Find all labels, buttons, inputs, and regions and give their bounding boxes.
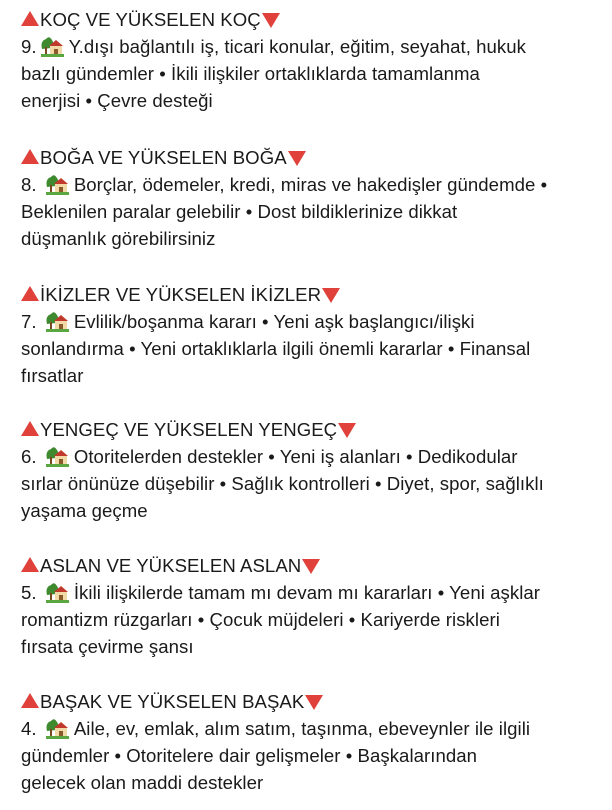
house-number: 9. <box>21 36 37 57</box>
sign-title: BOĞA VE YÜKSELEN BOĞA <box>40 147 287 168</box>
sign-heading <box>21 416 601 443</box>
sign-line <box>21 308 601 335</box>
sign-text: Evlilik/boşanma kararı • Yeni aşk başlangıcı/ilişki <box>73 311 475 332</box>
house-with-garden-icon <box>44 445 70 467</box>
house-number: 6. <box>21 446 37 467</box>
sign-line: sonlandırma • Yeni ortaklıklarla ilgili önemli kararlar • Finansal <box>21 338 531 359</box>
sign-line <box>21 33 601 60</box>
sign-line: yaşama geçme <box>21 500 148 521</box>
sign-title: YENGEÇ VE YÜKSELEN YENGEÇ <box>40 419 338 440</box>
sign-line <box>21 171 601 198</box>
sign-line <box>21 443 601 470</box>
red-triangle-up-icon <box>21 286 39 301</box>
sign-line: fırsatlar <box>21 365 84 386</box>
sign-heading <box>21 552 601 579</box>
sign-text: Borçlar, ödemeler, kredi, miras ve hakedişler gündemde • <box>73 174 548 195</box>
sign-line: fırsata çevirme şansı <box>21 636 194 657</box>
sign-line: romantizm rüzgarları • Çocuk müjdeleri • Kariyerde riskleri <box>21 609 500 630</box>
red-triangle-down-icon <box>302 559 320 574</box>
sign-line: Beklenilen paralar gelebilir • Dost bildiklerinize dikkat <box>21 201 458 222</box>
sign-heading <box>21 281 601 308</box>
house-number: 4. <box>21 718 37 739</box>
sign-line: bazlı gündemler • İkili ilişkiler ortaklıklarda tamamlanma <box>21 63 480 84</box>
sign-block-yengec <box>21 416 601 524</box>
sign-line: enerjisi • Çevre desteği <box>21 90 213 111</box>
sign-heading <box>21 688 601 715</box>
sign-heading <box>21 6 601 33</box>
house-with-garden-icon <box>39 35 65 57</box>
house-with-garden-icon <box>44 717 70 739</box>
sign-block-basak <box>21 688 601 796</box>
house-with-garden-icon <box>44 581 70 603</box>
red-triangle-up-icon <box>21 11 39 26</box>
sign-text: Aile, ev, emlak, alım satım, taşınma, ebeveynler ile ilgili <box>73 718 531 739</box>
sign-line: düşmanlık görebilirsiniz <box>21 228 216 249</box>
red-triangle-down-icon <box>288 151 306 166</box>
sign-text: Otoritelerden destekler • Yeni iş alanları • Dedikodular <box>73 446 518 467</box>
sign-title: İKİZLER VE YÜKSELEN İKİZLER <box>40 284 322 305</box>
sign-line: gelecek olan maddi destekler <box>21 772 264 793</box>
sign-line <box>21 715 601 742</box>
sign-line: sırlar önünüze düşebilir • Sağlık kontrolleri • Diyet, spor, sağlıklı <box>21 473 544 494</box>
house-number: 8. <box>21 174 37 195</box>
red-triangle-up-icon <box>21 421 39 436</box>
red-triangle-down-icon <box>338 423 356 438</box>
red-triangle-up-icon <box>21 693 39 708</box>
house-with-garden-icon <box>44 173 70 195</box>
red-triangle-down-icon <box>322 288 340 303</box>
red-triangle-up-icon <box>21 557 39 572</box>
sign-title: ASLAN VE YÜKSELEN ASLAN <box>40 555 302 576</box>
sign-heading <box>21 144 601 171</box>
house-number: 5. <box>21 582 37 603</box>
red-triangle-up-icon <box>21 149 39 164</box>
sign-text: İkili ilişkilerde tamam mı devam mı kararları • Yeni aşklar <box>73 582 541 603</box>
red-triangle-down-icon <box>305 695 323 710</box>
red-triangle-down-icon <box>262 13 280 28</box>
sign-title: BAŞAK VE YÜKSELEN BAŞAK <box>40 691 305 712</box>
sign-block-ikizler <box>21 281 601 389</box>
sign-block-boga <box>21 144 601 252</box>
sign-block-koc <box>21 6 601 114</box>
house-number: 7. <box>21 311 37 332</box>
sign-line: gündemler • Otoritelere dair gelişmeler • Başkalarından <box>21 745 478 766</box>
sign-line <box>21 579 601 606</box>
sign-title: KOÇ VE YÜKSELEN KOÇ <box>40 9 261 30</box>
sign-text: Y.dışı bağlantılı iş, ticari konular, eğitim, seyahat, hukuk <box>68 36 527 57</box>
house-with-garden-icon <box>44 310 70 332</box>
sign-block-aslan <box>21 552 601 660</box>
